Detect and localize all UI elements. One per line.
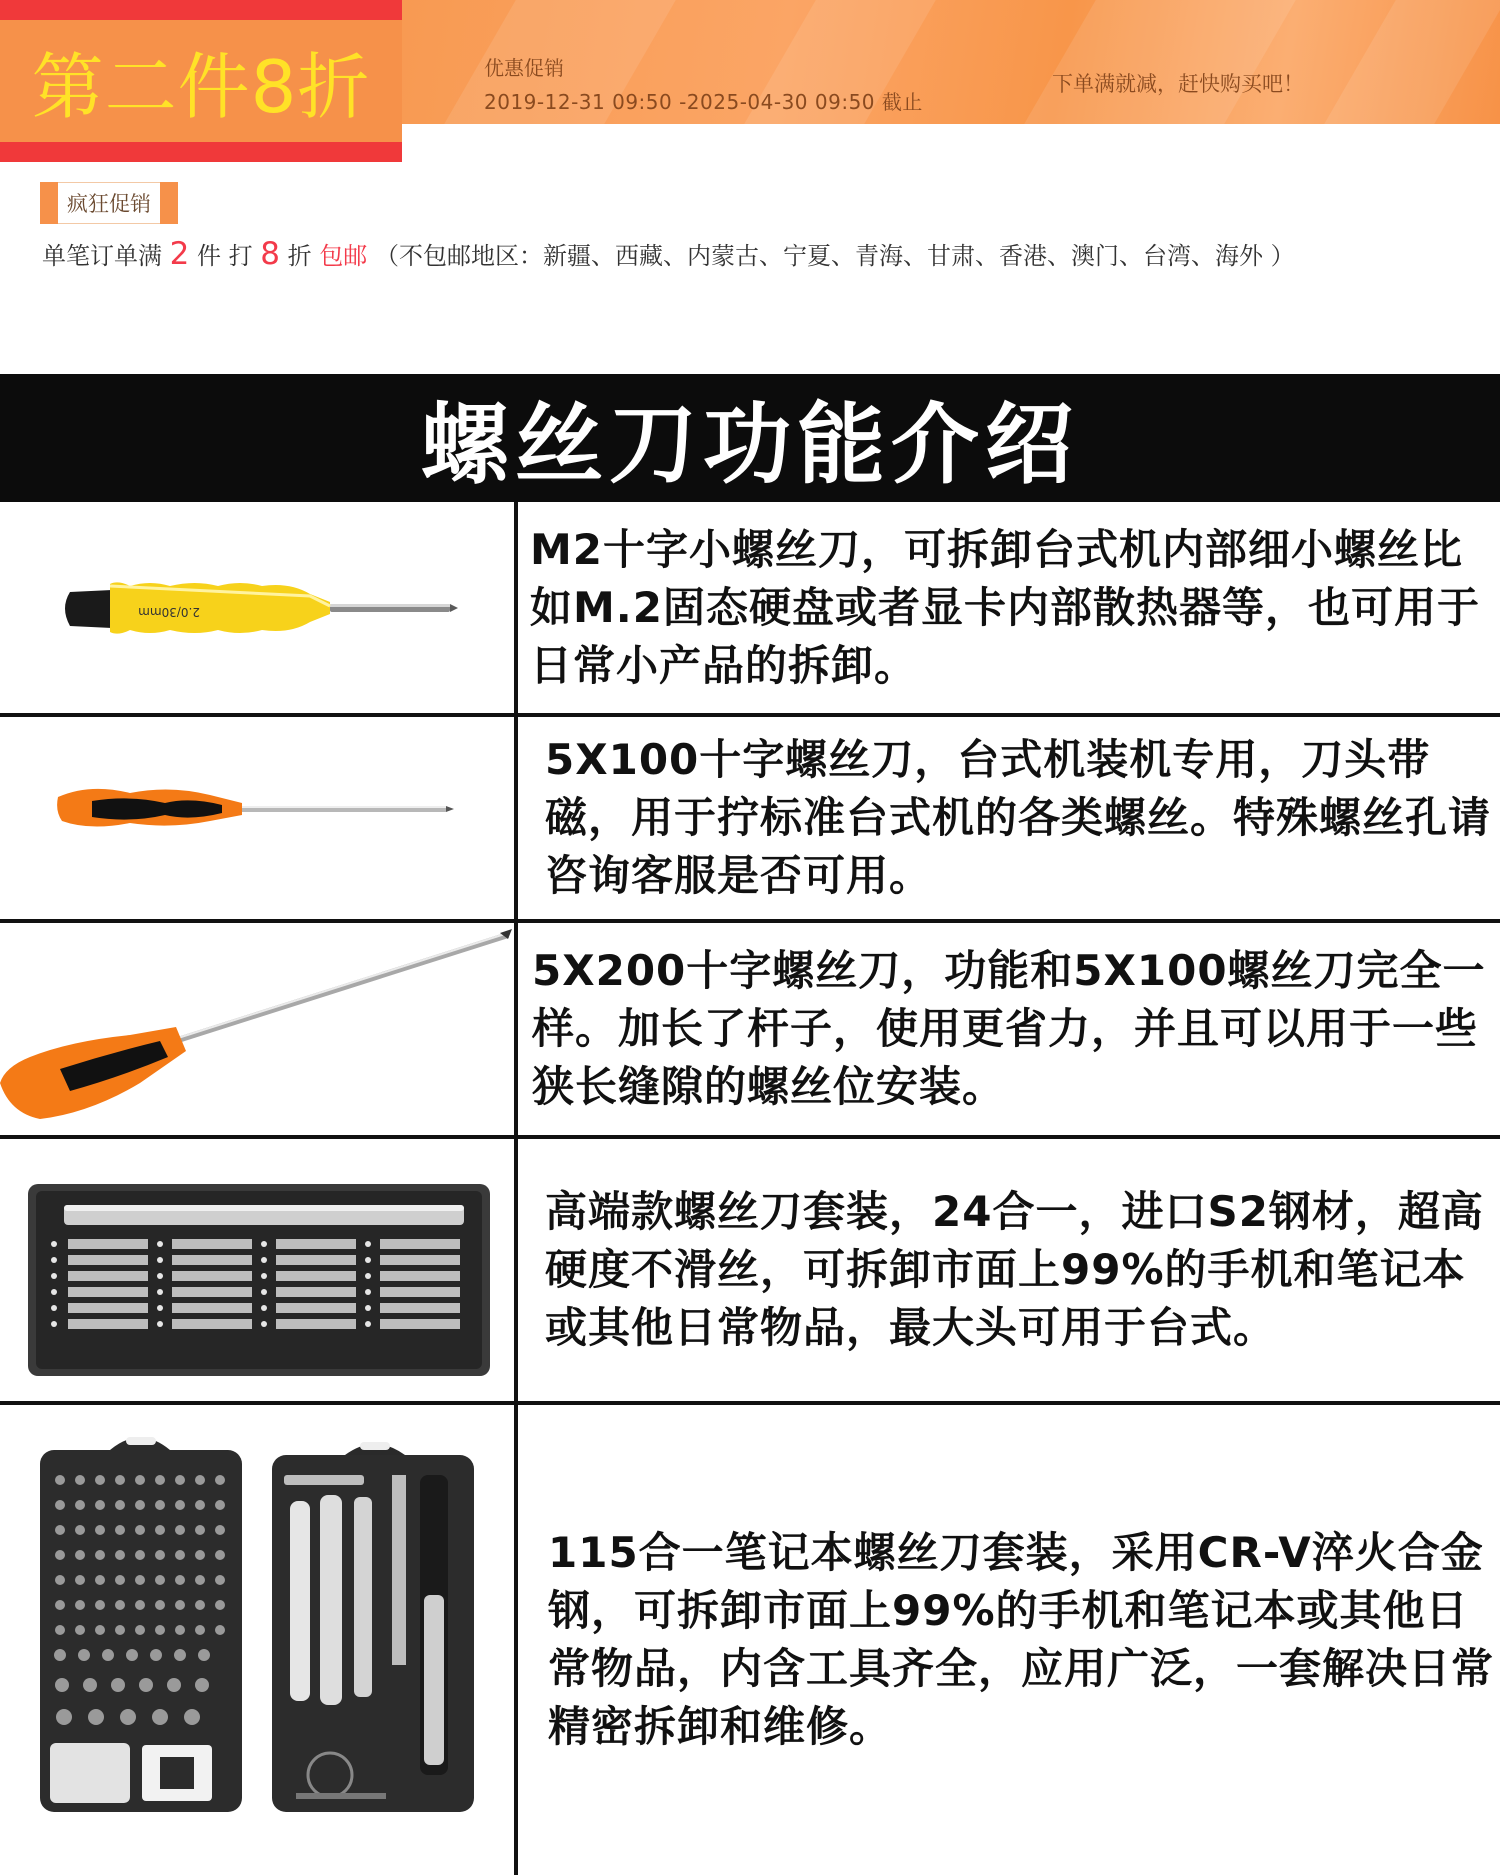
feature-row [0, 502, 1500, 717]
features-header [0, 374, 1500, 502]
rule-discount: 8 [260, 236, 281, 272]
promo-badge-text: 第二件8折 [31, 45, 371, 129]
feature-description: 高端款螺丝刀套装，24合一，进口S2钢材，超高硬度不滑丝，可拆卸市面上99%的手机和笔记本或其他日常物品，最大头可用于台式。 [545, 1187, 1484, 1352]
row-divider [514, 502, 518, 713]
row-divider [514, 1139, 518, 1401]
promo-tag [40, 182, 178, 224]
feature-description: 115合一笔记本螺丝刀套装，采用CR-V淬火合金钢，可拆卸市面上99%的手机和笔记本或其他日常物品，内含工具齐全，应用广泛，一套解决日常精密拆卸和维修。 [548, 1528, 1495, 1751]
rule-qty-unit: 件 打 [197, 242, 253, 270]
features-title: 螺丝刀功能介绍 [420, 393, 1079, 496]
rule-discount-unit: 折 [287, 242, 312, 270]
5x100-screwdriver-icon [0, 717, 514, 919]
promo-period: 2019-12-31 09:50 -2025-04-30 09:50 截止 [484, 90, 923, 114]
feature-description: M2十字小螺丝刀，可拆卸台式机内部细小螺丝比如M.2固态硬盘或者显卡内部散热器等，也可用于日常小产品的拆卸。 [530, 524, 1480, 690]
promo-rule [42, 236, 1295, 272]
feature-row [0, 1139, 1500, 1405]
promo-slogan: 下单满就减，赶快购买吧！ [1052, 72, 1304, 96]
feature-row [0, 1405, 1500, 1875]
m2-screwdriver-icon [0, 502, 514, 713]
rule-qty: 2 [169, 236, 190, 272]
rule-free-shipping: 包邮 [319, 242, 368, 270]
feature-row [0, 717, 1500, 923]
115-in-1-kit-icon [0, 1405, 514, 1875]
feature-description: 5X200十字螺丝刀，功能和5X100螺丝刀完全一样。加长了杆子，使用更省力，并且可以用于一些狭长缝隙的螺丝位安装。 [532, 946, 1486, 1111]
row-divider [514, 717, 518, 919]
feature-row [0, 923, 1500, 1139]
row-divider [514, 923, 518, 1135]
promo-tag-label: 疯狂促销 [58, 182, 160, 224]
promo-banner [0, 0, 1500, 162]
feature-description: 5X100十字螺丝刀，台式机装机专用，刀头带磁，用于拧标准台式机的各类螺丝。特殊螺丝孔请咨询客服是否可用。 [545, 735, 1492, 900]
rule-prefix: 单笔订单满 [42, 242, 162, 270]
screwdriver-label: 2.0/30mm [138, 605, 200, 619]
promo-badge [0, 0, 402, 162]
row-divider [514, 1405, 518, 1875]
promo-title: 优惠促销 [484, 56, 564, 80]
rule-exclusions: （不包邮地区：新疆、西藏、内蒙古、宁夏、青海、甘肃、香港、澳门、台湾、海外 ） [374, 242, 1295, 270]
5x200-screwdriver-icon [0, 923, 514, 1135]
features-table [0, 374, 1500, 1875]
24-in-1-bit-set-icon [0, 1139, 514, 1401]
